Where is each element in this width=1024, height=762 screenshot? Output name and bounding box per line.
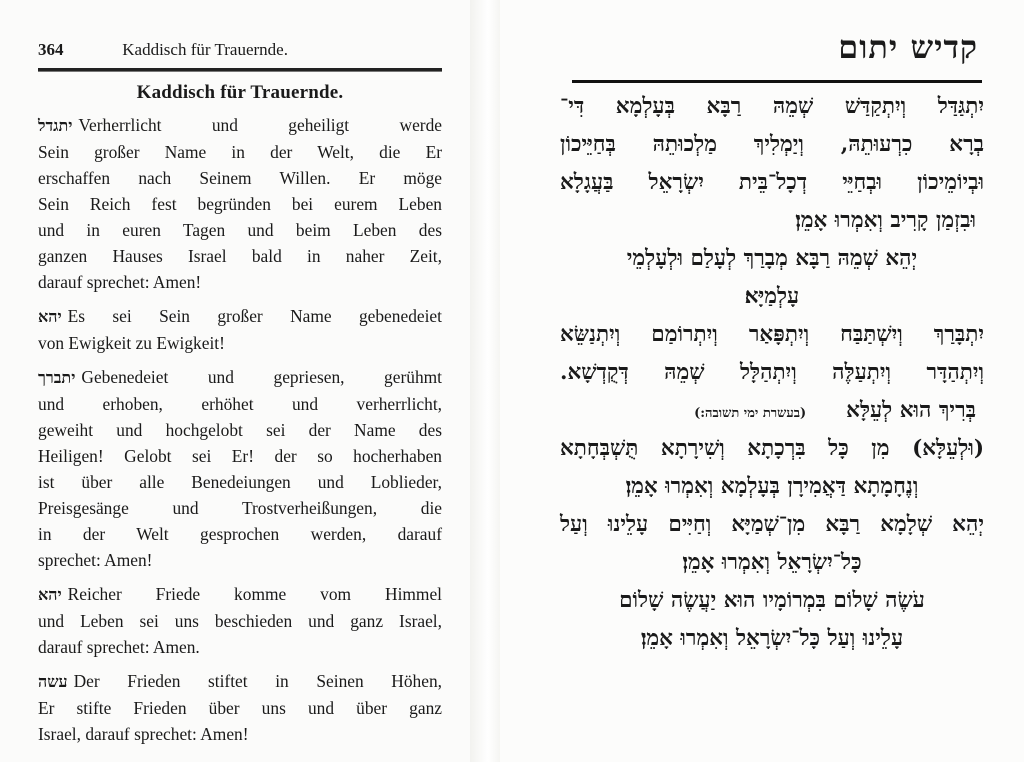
text-line: ganzen Hauses Israel bald in naher Zeit, [38, 246, 442, 266]
text-line: Sein großer Name in der Welt, die Er [38, 142, 442, 162]
text-line: in der Welt gesprochen werden, darauf [38, 524, 442, 544]
hebrew-line: יִתְבָּרַךְ וְיִשְׁתַּבַּח וְיִתְפָּאַר וְיִתְרוֹמַם וְיִתְנַשֵּׂא [560, 322, 984, 347]
text-line: geweiht und hochgelobt sei der Name des [38, 420, 442, 440]
hebrew-marker: עשה [38, 672, 68, 691]
text-line: darauf sprechet: Amen. [38, 637, 200, 657]
paragraph-yitbarach [38, 364, 442, 573]
text-line: darauf sprechet: Amen! [38, 272, 202, 292]
hebrew-line: יִתְגַּדַּל וְיִתְקַדַּשׁ שְׁמֵהּ רַבָּא בְּעָלְמָא דִּי־ [560, 94, 984, 119]
hebrew-marker: יתגדל [38, 116, 73, 135]
text-line: יתברך Gebenedeiet und gepriesen, gerühmt [38, 367, 442, 387]
text-line: und Leben sei uns beschieden und ganz Israel, [38, 611, 442, 631]
hebrew-line: עֹשֶׂה שָׁלוֹם בִּמְרוֹמָיו הוּא יַעֲשֶׂה שָׁלוֹם [619, 588, 925, 613]
page-number: 364 [38, 40, 64, 59]
text-line: יהא Es sei Sein großer Name gebenedeiet [38, 306, 442, 326]
hebrew-line: (וּלְעֵלָּא) מִן כָּל בִּרְכָתָא וְשִׁירָתָא תֻּשְׁבְּחָתָא [560, 436, 984, 461]
hebrew-line: וְנֶחָמָתָא דַּאֲמִירָן בְּעָלְמָא וְאִמְרוּ אָמֵן׃ [625, 474, 919, 499]
hebrew-line: בְרָא כִרְעוּתֵהּ, וְיַמְלִיךְ מַלְכוּתֵהּ בְּחַיֵּיכוֹן [560, 132, 984, 157]
paragraph-yehe-shmeh [38, 303, 442, 356]
header-rule [38, 68, 442, 72]
hebrew-marker: יהא [38, 585, 62, 604]
right-page [500, 0, 1024, 762]
text-line: Preisgesänge und Trostverheißungen, die [38, 498, 442, 518]
hebrew-marker: יהא [38, 307, 62, 326]
text-line: Sein Reich fest begründen bei eurem Leben [38, 194, 442, 214]
text-line: ist über alle Benedeiungen und Loblieder, [38, 472, 442, 492]
text-line: Er stifte Frieden über uns und über ganz [38, 698, 442, 718]
text-line: und erhoben, erhöhet und verherrlicht, [38, 394, 442, 414]
german-translation [38, 112, 442, 755]
text-line: sprechet: Amen! [38, 550, 153, 570]
running-head [38, 40, 442, 60]
text-line: עשה Der Frieden stiftet in Seinen Höhen, [38, 671, 442, 691]
text-line: יתגדל Verherrlicht und geheiligt werde [38, 115, 442, 135]
left-page [0, 0, 470, 762]
hebrew-line: כָּל־יִשְׂרָאֵל וְאִמְרוּ אָמֵן׃ [682, 550, 862, 575]
paragraph-yitgadal [38, 112, 442, 295]
text-line: erschaffen nach Seinem Willen. Er möge [38, 168, 442, 188]
hebrew-kaddish-text [560, 88, 984, 658]
running-title: Kaddisch für Trauernde. [122, 40, 288, 59]
hebrew-line: וּבִזְמַן קָרִיב וְאִמְרוּ אָמֵן׃ [795, 208, 976, 233]
hebrew-line: בְּרִיךְ הוּא לְעֵלָּא(בעשרת ימי תשובה:) [694, 398, 976, 423]
paragraph-oseh-shalom [38, 668, 442, 747]
hebrew-line: עָלְמַיָּא׃ [744, 284, 800, 309]
text-line: von Ewigkeit zu Ewigkeit! [38, 333, 225, 353]
hebrew-line: עָלֵינוּ וְעַל כָּל־יִשְׂרָאֵל וְאִמְרוּ אָמֵן׃ [640, 626, 904, 651]
text-line: יהא Reicher Friede komme vom Himmel [38, 584, 442, 604]
hebrew-line: יְהֵא שְׁלָמָא רַבָּא מִן־שְׁמַיָּא וְחַיִּים עָלֵינוּ וְעַל [560, 512, 984, 537]
hebrew-marker: יתברך [38, 368, 76, 387]
text-line: Israel, darauf sprechet: Amen! [38, 724, 249, 744]
book-gutter [470, 0, 500, 762]
hebrew-line: וּבְיוֹמֵיכוֹן וּבְחַיֵּי דְכָל־בֵּית יִשְׂרָאֵל בַּעֲגָלָא [560, 170, 984, 195]
ten-days-note: (בעשרת ימי תשובה:) [694, 406, 807, 421]
text-line: Heiligen! Gelobt sei Er! der so hocherhaben [38, 446, 442, 466]
paragraph-yehe-shlama [38, 581, 442, 660]
text-line: und in euren Tagen und beim Leben des [38, 220, 442, 240]
hebrew-line: יְהֵא שְׁמֵהּ רַבָּא מְבָרַךְ לְעָלַם וּלְעָלְמֵי [626, 246, 918, 271]
section-title: Kaddisch für Trauernde. [136, 82, 344, 103]
hebrew-line: וְיִתְהַדָּר וְיִתְעַלֶּה וְיִתְהַלָּל שְׁמֵהּ דְּקֻדְשָׁא. [560, 360, 984, 385]
header-rule [572, 80, 982, 83]
hebrew-page-title: קדיש יתום [838, 28, 978, 66]
